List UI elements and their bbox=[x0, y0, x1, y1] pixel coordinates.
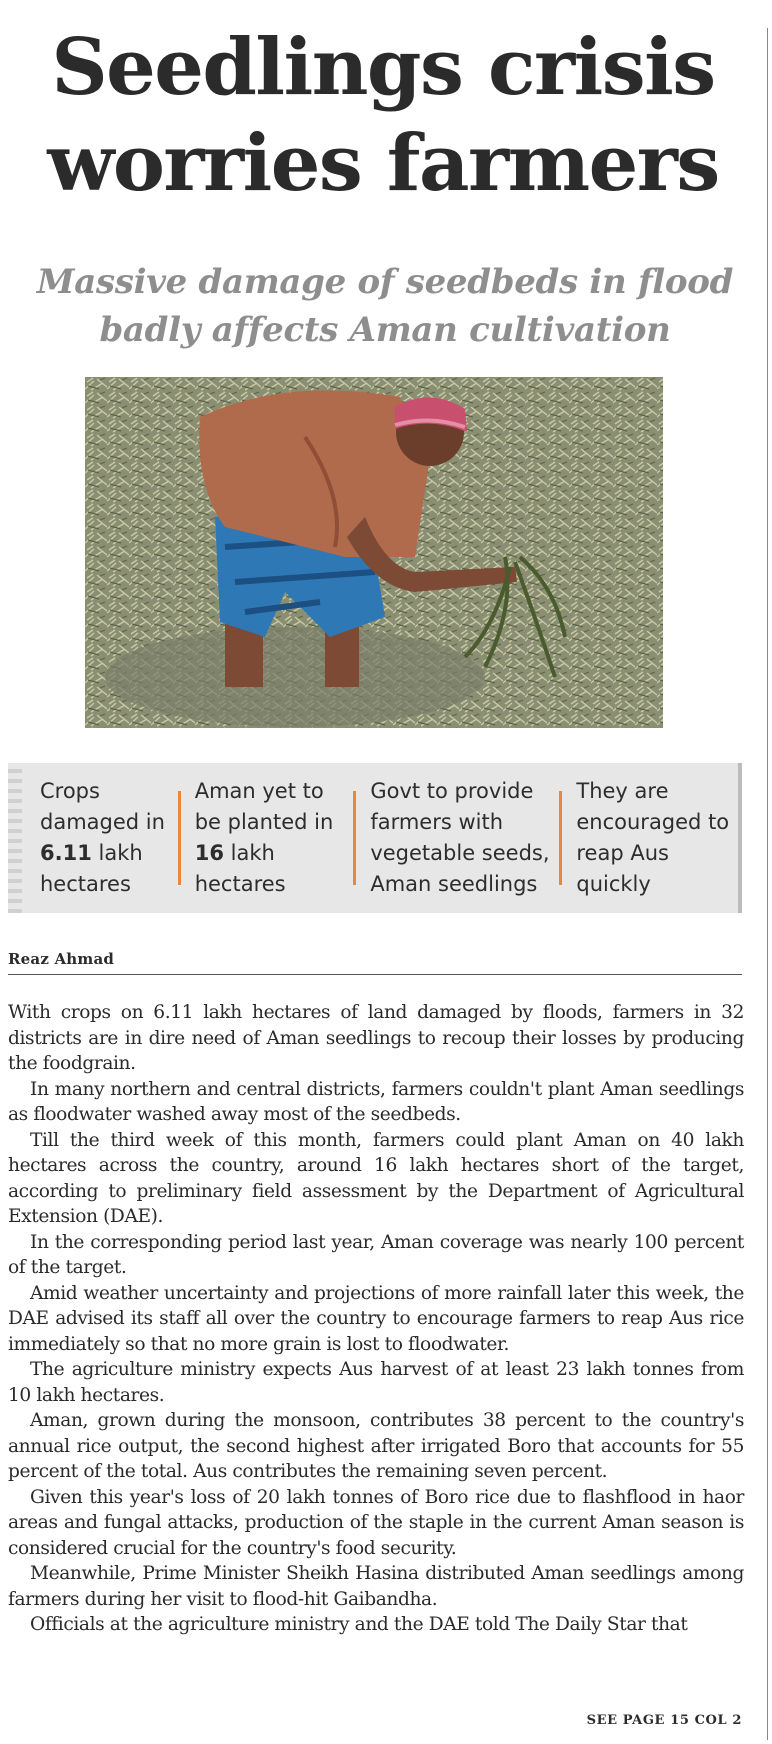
body-paragraph: In the corresponding period last year, Aman coverage was nearly 100 percent of the target. bbox=[8, 1231, 744, 1278]
fact-govt-provide-seeds: Govt to provide farmers with vegetable seeds, Aman seedlings bbox=[356, 779, 562, 897]
facts-panel-edge-decoration bbox=[8, 763, 22, 913]
continued-jump-line: SEE PAGE 15 COL 2 bbox=[586, 1713, 742, 1728]
byline-author: Reaz Ahmad bbox=[8, 950, 115, 968]
byline bbox=[8, 950, 742, 975]
body-paragraph: Till the third week of this month, farmers could plant Aman on 40 lakh hectares across the country, around 16 lakh hectares short of the target, according to preliminary field assessment by the Department of Agricultural Extension (DAE). bbox=[8, 1129, 744, 1227]
body-paragraph: Meanwhile, Prime Minister Sheikh Hasina distributed Aman seedlings among farmers during her visit to flood-hit Gaibandha. bbox=[8, 1563, 744, 1610]
body-paragraph: Amid weather uncertainty and projections of more rainfall later this week, the DAE advised its staff all over the country to encourage farmers to reap Aus rice immediately so that no more grain is lost to floodwater. bbox=[8, 1282, 744, 1355]
body-paragraph: Officials at the agriculture ministry and the DAE told The Daily Star that bbox=[30, 1614, 688, 1635]
body-paragraph: With crops on 6.11 lakh hectares of land damaged by floods, farmers in 32 districts are in dire need of Aman seedlings to recoup their losses by producing the foodgrain. bbox=[8, 1002, 744, 1074]
fact-reap-aus: They are encouraged to reap Aus quickly bbox=[576, 779, 730, 896]
farmer-in-flooded-field-photo bbox=[85, 377, 663, 728]
body-paragraph: Aman, grown during the monsoon, contributes 38 percent to the country's annual rice output, the second highest after irrigated Boro that accounts for 55 percent of the total. Aus contributes the remaining seven percent. bbox=[8, 1410, 744, 1482]
page-column-rule bbox=[767, 28, 768, 1740]
body-paragraph: The agriculture ministry expects Aus harvest of at least 23 lakh tonnes from 10 lakh hectares. bbox=[8, 1359, 744, 1406]
body-paragraph: Given this year's loss of 20 lakh tonnes of Boro rice due to flashflood in haor areas and fungal attacks, production of the staple in the current Aman season is considered crucial for the country's food security. bbox=[8, 1486, 744, 1559]
body-paragraph: In many northern and central districts, farmers couldn't plant Aman seedlings as floodwater washed away most of the seedbeds. bbox=[8, 1078, 744, 1125]
subheadline: Massive damage of seedbeds in flood badly affects Aman cultivation bbox=[36, 262, 734, 350]
fact-crops-damaged: Crops damaged in 6.11 lakh hectares bbox=[40, 779, 181, 897]
article-body bbox=[8, 1000, 744, 1638]
headline: Seedlings crisis worries farmers bbox=[47, 22, 719, 209]
facts-panel bbox=[8, 763, 742, 913]
fact-aman-yet-to-plant: Aman yet to be planted in 16 lakh hectares bbox=[181, 779, 357, 897]
